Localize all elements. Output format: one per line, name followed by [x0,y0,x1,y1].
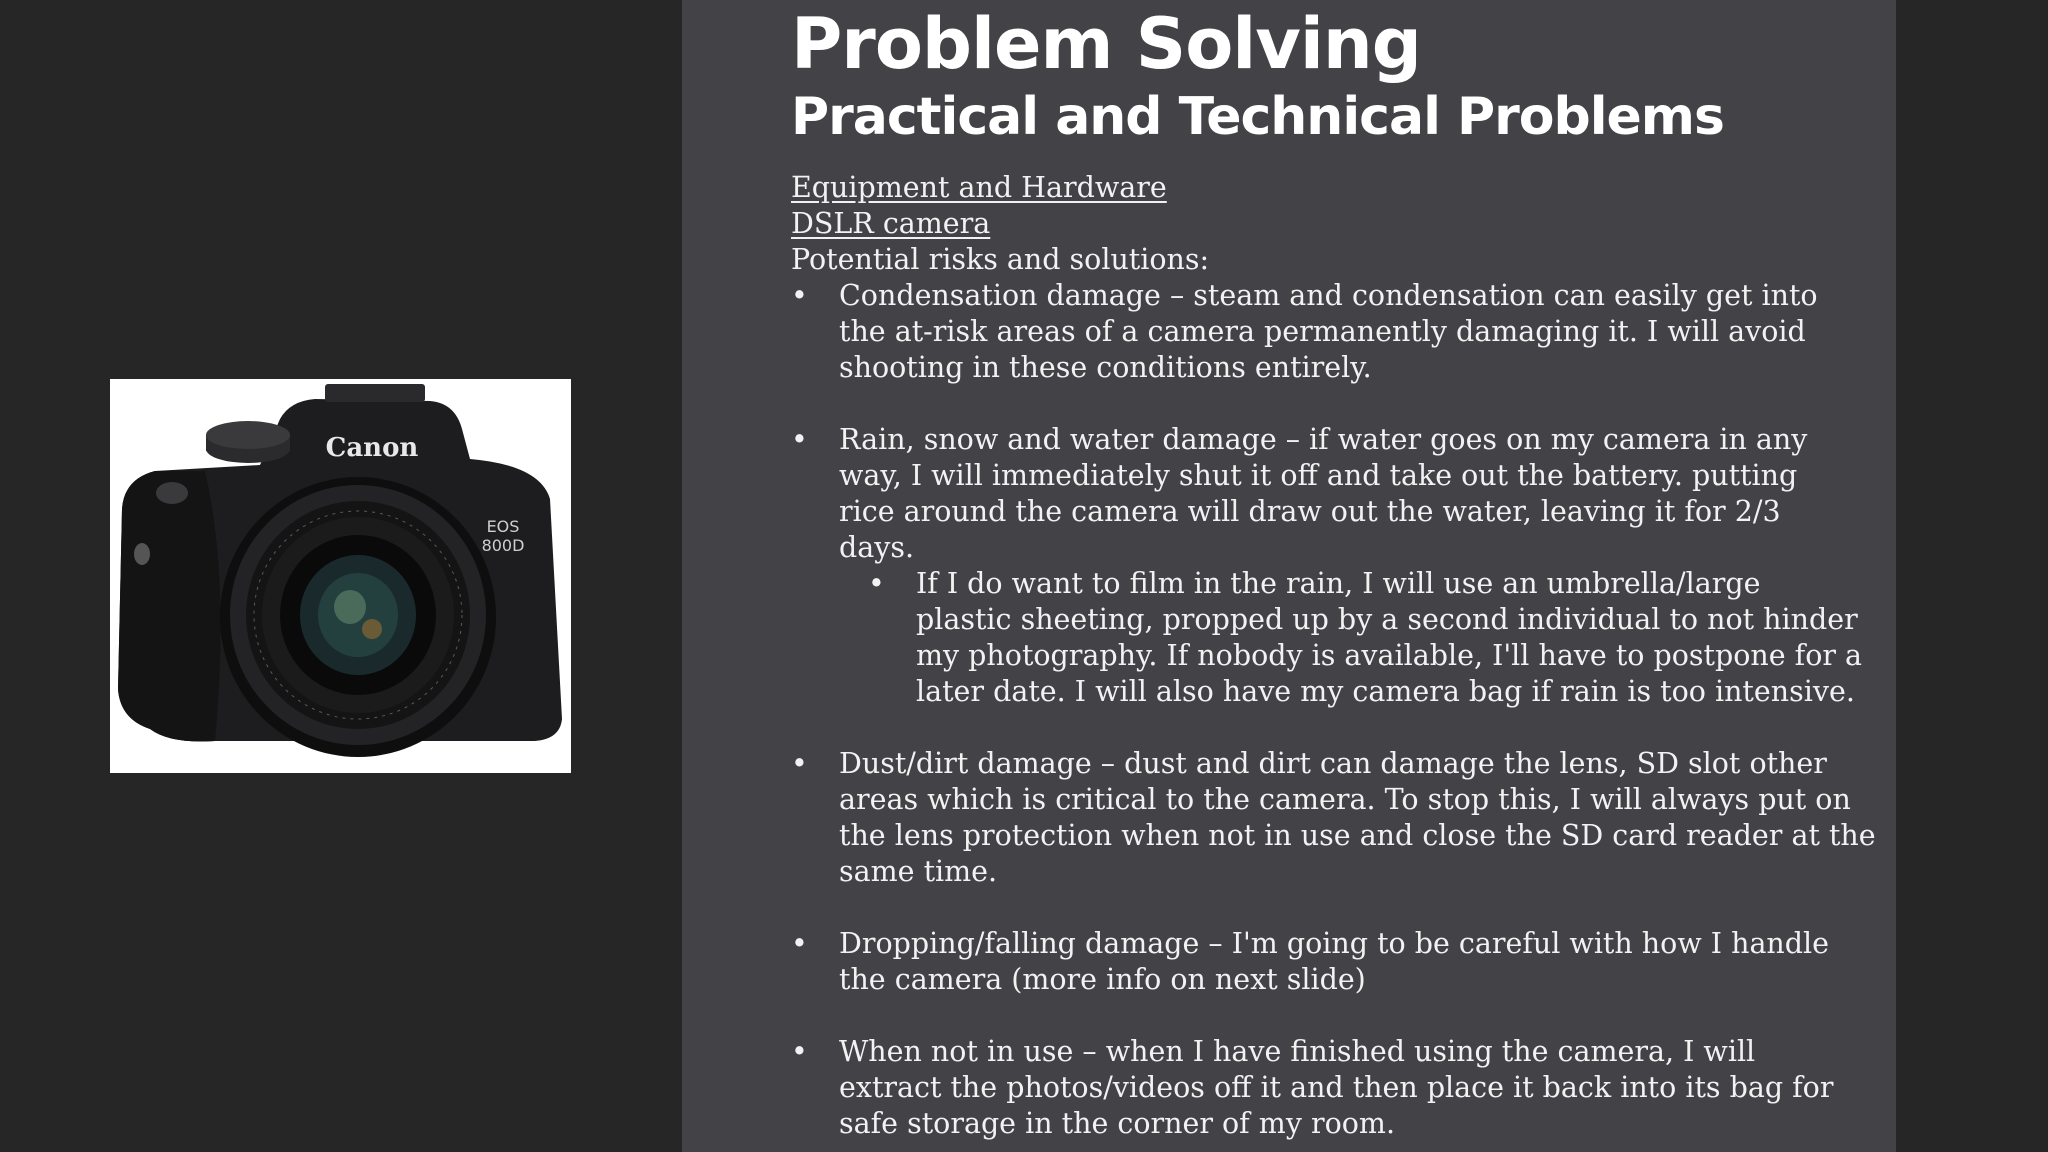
bullet-icon: • [791,423,808,456]
camera-illustration [110,379,571,773]
bullet-line: When not in use – when I have finished using the camera, I will [839,1035,1756,1068]
bullet-line: Condensation damage – steam and condensation can easily get into [839,279,1818,312]
slide-subtitle: Practical and Technical Problems [791,87,1724,147]
slide-title: Problem Solving [791,3,1421,85]
bullet-line: safe storage in the corner of my room. [839,1107,1396,1140]
sub-list [839,566,1863,710]
bullet-line: the camera (more info on next slide) [839,963,1366,996]
bullet-line: same time. [839,855,998,888]
list-item [791,746,1876,890]
sub-bullet-icon: • [868,567,885,600]
bullet-line: extract the photos/videos off it and then place it back into its bag for [839,1071,1834,1104]
intro-text: Potential risks and solutions: [791,243,1210,276]
bullet-line: areas which is critical to the camera. To stop this, I will always put on [839,783,1851,816]
bullet-line: shooting in these conditions entirely. [839,351,1372,384]
sub-bullet-line: my photography. If nobody is available, I'll have to postpone for a [916,639,1863,672]
bullet-line: the at-risk areas of a camera permanently damaging it. I will avoid [839,315,1806,348]
list-item [791,1034,1834,1142]
camera-model-text-1: EOS [486,517,520,536]
bullet-icon: • [791,279,808,312]
bullet-icon: • [791,747,808,780]
bullet-line: rice around the camera will draw out the water, leaving it for 2/3 [839,495,1781,528]
slide-body [791,170,1876,1142]
bullet-line: way, I will immediately shut it off and take out the battery. putting [839,459,1798,492]
camera-photo [110,379,571,773]
bullet-line: the lens protection when not in use and close the SD card reader at the [839,819,1876,852]
bullet-line: Dropping/falling damage – I'm going to be careful with how I handle [839,927,1830,960]
bullet-line: days. [839,531,915,564]
sub-list-item [839,566,1863,710]
sub-bullet-line: later date. I will also have my camera bag if rain is too intensive. [916,675,1855,708]
sub-bullet-line: If I do want to film in the rain, I will use an umbrella/large [916,567,1761,600]
bullet-line: Rain, snow and water damage – if water goes on my camera in any [839,423,1808,456]
section-heading: Equipment and Hardware [791,171,1167,204]
camera-brand-text: Canon [325,433,419,463]
bullet-line: Dust/dirt damage – dust and dirt can damage the lens, SD slot other [839,747,1827,780]
risk-list [791,278,1876,1142]
bullet-icon: • [791,1035,808,1068]
bullet-icon: • [791,927,808,960]
list-item [791,422,1863,710]
list-item [791,278,1831,386]
sub-bullet-line: plastic sheeting, propped up by a second individual to not hinder [916,603,1858,636]
subsection-heading: DSLR camera [791,207,991,240]
list-item [791,926,1831,998]
camera-model-text-2: 800D [481,536,525,555]
